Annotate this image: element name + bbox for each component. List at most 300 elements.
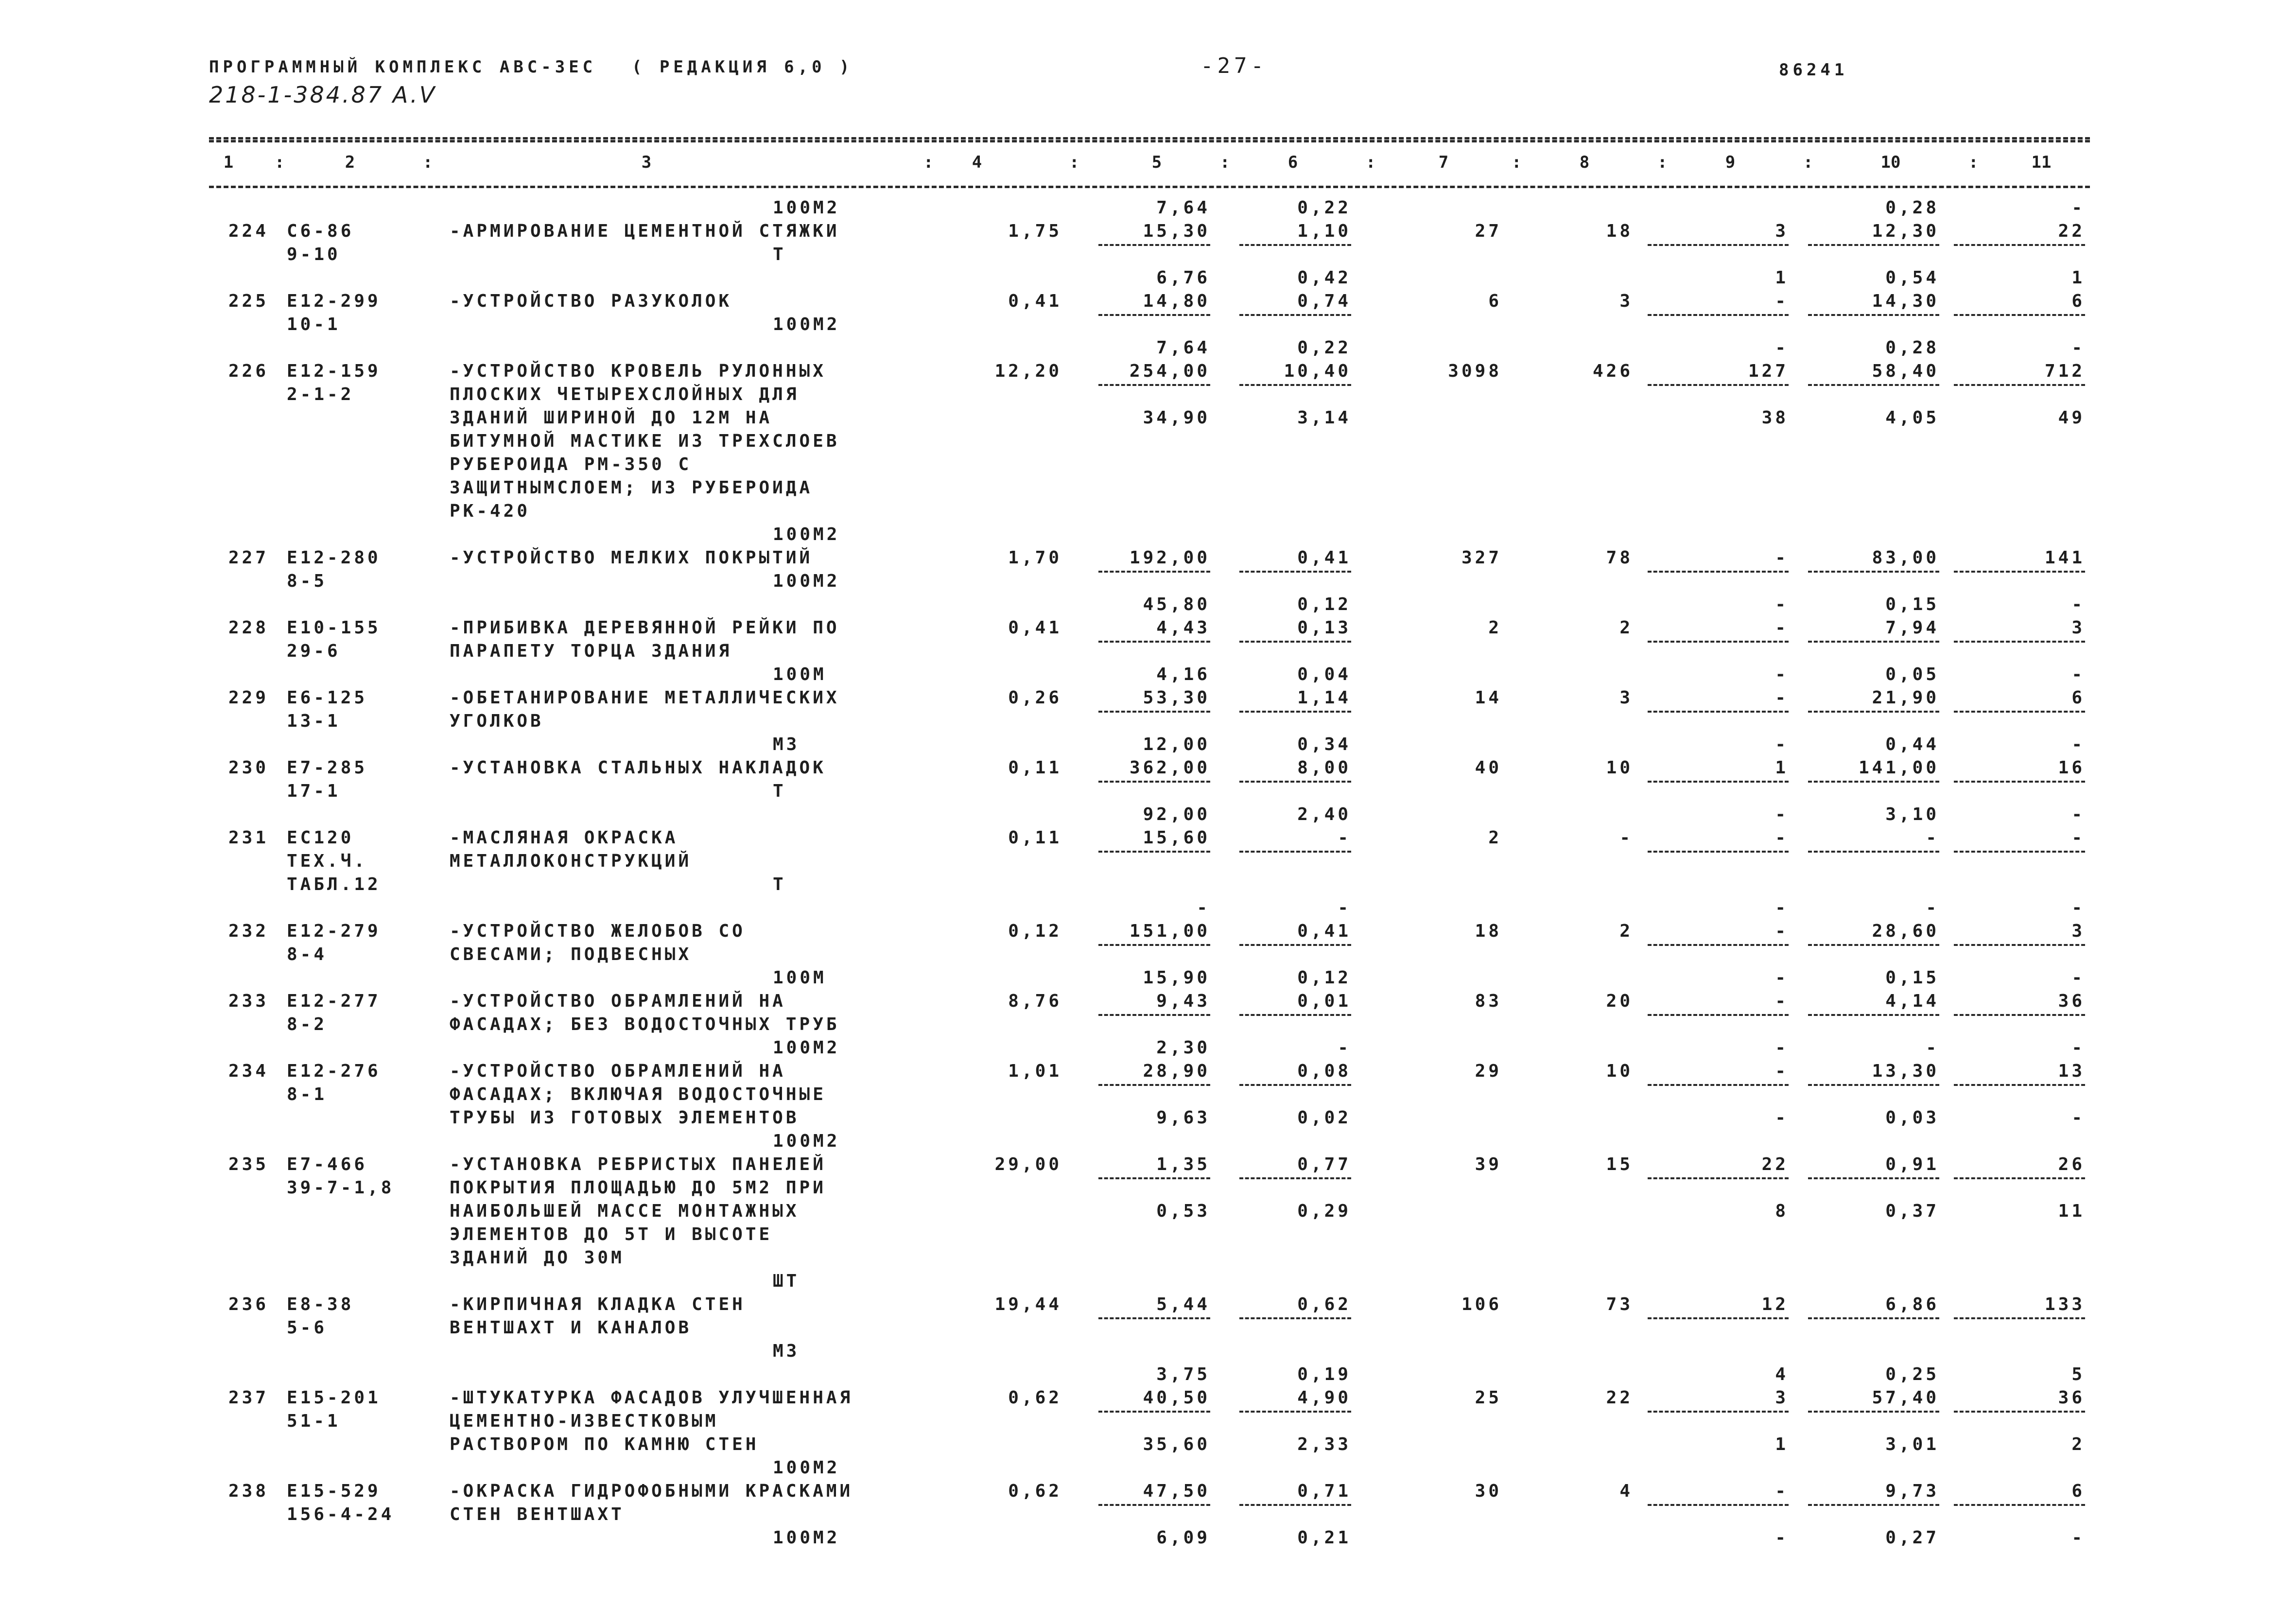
rate-code: Е12-276 xyxy=(287,1061,381,1081)
subtotal-dash-rule xyxy=(1954,314,2085,316)
work-description: ФАСАДАХ; БЕЗ ВОДОСТОЧНЫХ ТРУБ xyxy=(450,1014,840,1034)
cell-col9-per-unit: - xyxy=(1775,664,1789,684)
cell-col10-per-unit: 3,01 xyxy=(1885,1434,1939,1454)
unit-of-measure: 100М2 xyxy=(773,1131,840,1151)
cell-col7: 29 xyxy=(1475,1061,1502,1081)
cell-col7: 327 xyxy=(1461,548,1502,568)
cell-col5-per-unit: 4,16 xyxy=(1156,664,1210,684)
cell-col6-per-unit: 0,04 xyxy=(1297,664,1351,684)
cell-col8: 3 xyxy=(1619,291,1633,311)
subtotal-dash-rule xyxy=(1098,711,1210,713)
rate-code: ЕС120 xyxy=(287,828,354,848)
cell-col11: 6 xyxy=(2071,1481,2085,1501)
cell-col11-per-unit: - xyxy=(2071,1528,2085,1548)
work-description: ЭЛЕМЕНТОВ ДО 5Т И ВЫСОТЕ xyxy=(450,1224,773,1244)
column-number-7: 7 xyxy=(1438,153,1449,172)
rate-code: С6-86 xyxy=(287,221,354,241)
work-description: МЕТАЛЛОКОНСТРУКЦИЙ xyxy=(450,851,692,871)
cell-col5: 192,00 xyxy=(1129,548,1210,568)
cell-col8: 3 xyxy=(1619,688,1633,708)
cell-col5-per-unit: - xyxy=(1197,898,1210,918)
cell-col5: 5,44 xyxy=(1156,1294,1210,1314)
cell-col10-per-unit: 0,05 xyxy=(1885,664,1939,684)
subtotal-dash-rule xyxy=(1954,384,2085,386)
subtotal-dash-rule xyxy=(1239,851,1351,853)
subtotal-dash-rule xyxy=(1648,1504,1789,1506)
column-separator: : xyxy=(1512,153,1522,172)
document-code: 86241 xyxy=(1779,60,1848,80)
cell-col6: 0,77 xyxy=(1297,1154,1351,1174)
cell-col10-per-unit: 0,28 xyxy=(1885,198,1939,218)
cell-col10-per-unit: 3,10 xyxy=(1885,804,1939,824)
subtotal-dash-rule xyxy=(1239,1014,1351,1016)
subtotal-dash-rule xyxy=(1098,1014,1210,1016)
rate-code-detail: 29-6 xyxy=(287,641,341,661)
cell-col6: 8,00 xyxy=(1297,758,1351,778)
cell-col7: 6 xyxy=(1488,291,1502,311)
subtotal-dash-rule xyxy=(1954,851,2085,853)
cell-col11: - xyxy=(2071,828,2085,848)
work-description: -КИРПИЧНАЯ КЛАДКА СТЕН xyxy=(450,1294,746,1314)
cell-col8: 2 xyxy=(1619,618,1633,638)
rate-code-detail: 39-7-1,8 xyxy=(287,1178,395,1198)
cell-col6: 0,71 xyxy=(1297,1481,1351,1501)
cell-col6-per-unit: 0,21 xyxy=(1297,1528,1351,1548)
cell-col6: 0,62 xyxy=(1297,1294,1351,1314)
rate-code: Е6-125 xyxy=(287,688,368,708)
cell-col7: 27 xyxy=(1475,221,1502,241)
rate-code-detail: 9-10 xyxy=(287,245,341,264)
cell-col5-per-unit: 34,90 xyxy=(1143,408,1210,428)
subtotal-dash-rule xyxy=(1239,1317,1351,1319)
cell-col8: 4 xyxy=(1619,1481,1633,1501)
subtotal-dash-rule xyxy=(1098,1317,1210,1319)
cell-col6-per-unit: 0,34 xyxy=(1297,734,1351,754)
cell-col9-per-unit: 1 xyxy=(1775,268,1789,288)
cell-col7: 30 xyxy=(1475,1481,1502,1501)
cell-col10-per-unit: 0,27 xyxy=(1885,1528,1939,1548)
table-top-rule-2 xyxy=(209,140,2090,142)
cell-col10-per-unit: 0,37 xyxy=(1885,1201,1939,1221)
cell-col6-per-unit: 0,19 xyxy=(1297,1364,1351,1384)
work-description: ВЕНТШАХТ И КАНАЛОВ xyxy=(450,1318,692,1338)
subtotal-dash-rule xyxy=(1648,1317,1789,1319)
cell-col6-per-unit: 2,40 xyxy=(1297,804,1351,824)
work-description: ПАРАПЕТУ ТОРЦА ЗДАНИЯ xyxy=(450,641,732,661)
rate-code-detail: 2-1-2 xyxy=(287,385,354,404)
cell-col11-per-unit: - xyxy=(2071,968,2085,988)
cell-col11-per-unit: 1 xyxy=(2071,268,2085,288)
subtotal-dash-rule xyxy=(1648,384,1789,386)
cell-col11-per-unit: - xyxy=(2071,594,2085,614)
cell-col8: 22 xyxy=(1606,1388,1633,1408)
column-separator: : xyxy=(1968,153,1979,172)
work-description: РАСТВОРОМ ПО КАМНЮ СТЕН xyxy=(450,1434,759,1454)
subtotal-dash-rule xyxy=(1098,1177,1210,1179)
cell-col9: - xyxy=(1775,548,1789,568)
subtotal-dash-rule xyxy=(1648,944,1789,946)
cell-col10: 58,40 xyxy=(1872,361,1939,381)
cell-col11-per-unit: 5 xyxy=(2071,1364,2085,1384)
column-separator: : xyxy=(923,153,934,172)
subtotal-dash-rule xyxy=(1239,711,1351,713)
cell-col10: 21,90 xyxy=(1872,688,1939,708)
cell-col4-quantity: 0,41 xyxy=(1008,618,1062,638)
rate-code: Е8-38 xyxy=(287,1294,354,1314)
work-description: ЦЕМЕНТНО-ИЗВЕСТКОВЫМ xyxy=(450,1411,719,1431)
rate-code-detail: 8-4 xyxy=(287,944,328,964)
cell-col9-per-unit: - xyxy=(1775,338,1789,358)
rate-code: Е12-280 xyxy=(287,548,381,568)
table-top-rule xyxy=(209,137,2090,140)
cell-col9: 127 xyxy=(1748,361,1789,381)
column-number-1: 1 xyxy=(223,153,234,172)
work-description: -АРМИРОВАНИЕ ЦЕМЕНТНОЙ СТЯЖКИ xyxy=(450,221,840,241)
row-number: 231 xyxy=(228,828,269,848)
column-separator: : xyxy=(1366,153,1376,172)
cell-col4-quantity: 0,11 xyxy=(1008,758,1062,778)
work-description: -УСТАНОВКА РЕБРИСТЫХ ПАНЕЛЕЙ xyxy=(450,1154,826,1174)
row-number: 235 xyxy=(228,1154,269,1174)
work-description: ПОКРЫТИЯ ПЛОЩАДЬЮ ДО 5М2 ПРИ xyxy=(450,1178,826,1198)
cell-col11-per-unit: - xyxy=(2071,1108,2085,1128)
cell-col10: 14,30 xyxy=(1872,291,1939,311)
cell-col5-per-unit: 92,00 xyxy=(1143,804,1210,824)
cell-col5: 28,90 xyxy=(1143,1061,1210,1081)
cell-col6-per-unit: - xyxy=(1338,1038,1351,1058)
work-description: -УСТРОЙСТВО МЕЛКИХ ПОКРЫТИЙ xyxy=(450,548,813,568)
cell-col4-quantity: 19,44 xyxy=(994,1294,1062,1314)
cell-col4-quantity: 29,00 xyxy=(994,1154,1062,1174)
subtotal-dash-rule xyxy=(1808,1411,1939,1413)
cell-col5-per-unit: 45,80 xyxy=(1143,594,1210,614)
cell-col9: - xyxy=(1775,1061,1789,1081)
cell-col7: 2 xyxy=(1488,828,1502,848)
cell-col5-per-unit: 6,09 xyxy=(1156,1528,1210,1548)
cell-col11: 133 xyxy=(2044,1294,2085,1314)
cell-col10: 141,00 xyxy=(1858,758,1939,778)
column-number-5: 5 xyxy=(1151,153,1162,172)
unit-of-measure: Т xyxy=(773,874,786,894)
subtotal-dash-rule xyxy=(1808,244,1939,246)
cell-col7: 106 xyxy=(1461,1294,1502,1314)
cell-col10-per-unit: 0,03 xyxy=(1885,1108,1939,1128)
cell-col10: 7,94 xyxy=(1885,618,1939,638)
work-description: -УСТРОЙСТВО ОБРАМЛЕНИЙ НА xyxy=(450,991,786,1011)
subtotal-dash-rule xyxy=(1648,571,1789,573)
cell-col11: 26 xyxy=(2058,1154,2085,1174)
subtotal-dash-rule xyxy=(1954,1177,2085,1179)
column-separator: : xyxy=(1803,153,1813,172)
cell-col10: 6,86 xyxy=(1885,1294,1939,1314)
cell-col8: 10 xyxy=(1606,758,1633,778)
rate-code: Е15-529 xyxy=(287,1481,381,1501)
unit-of-measure: 100М2 xyxy=(773,198,840,218)
cell-col9: - xyxy=(1775,291,1789,311)
column-separator: : xyxy=(423,153,433,172)
cell-col8: 20 xyxy=(1606,991,1633,1011)
row-number: 238 xyxy=(228,1481,269,1501)
row-number: 226 xyxy=(228,361,269,381)
unit-of-measure: Т xyxy=(773,781,786,801)
unit-of-measure: Т xyxy=(773,245,786,264)
cell-col9: 3 xyxy=(1775,221,1789,241)
cell-col11-per-unit: - xyxy=(2071,898,2085,918)
cell-col6: - xyxy=(1338,828,1351,848)
work-description: -УСТАНОВКА СТАЛЬНЫХ НАКЛАДОК xyxy=(450,758,826,778)
subtotal-dash-rule xyxy=(1954,1014,2085,1016)
work-description: СТЕН ВЕНТШАХТ xyxy=(450,1504,625,1524)
row-number: 227 xyxy=(228,548,269,568)
cell-col11: 16 xyxy=(2058,758,2085,778)
cell-col10-per-unit: - xyxy=(1926,898,1939,918)
work-description: -ПРИБИВКА ДЕРЕВЯННОЙ РЕЙКИ ПО xyxy=(450,618,840,638)
cell-col5-per-unit: 6,76 xyxy=(1156,268,1210,288)
subtotal-dash-rule xyxy=(1808,1084,1939,1086)
cell-col9: - xyxy=(1775,991,1789,1011)
column-number-8: 8 xyxy=(1579,153,1590,172)
cell-col6-per-unit: 3,14 xyxy=(1297,408,1351,428)
cell-col9-per-unit: - xyxy=(1775,804,1789,824)
cell-col4-quantity: 0,11 xyxy=(1008,828,1062,848)
cell-col11-per-unit: 49 xyxy=(2058,408,2085,428)
edition-label: ( РЕДАКЦИЯ 6,0 ) xyxy=(632,57,853,77)
cell-col11-per-unit: 2 xyxy=(2071,1434,2085,1454)
subtotal-dash-rule xyxy=(1648,314,1789,316)
cell-col5: 4,43 xyxy=(1156,618,1210,638)
subtotal-dash-rule xyxy=(1239,384,1351,386)
cell-col11: 712 xyxy=(2044,361,2085,381)
cell-col6: 0,41 xyxy=(1297,548,1351,568)
column-number-10: 10 xyxy=(1880,153,1901,172)
rate-code-detail: 8-1 xyxy=(287,1084,328,1104)
cell-col10-per-unit: 0,15 xyxy=(1885,594,1939,614)
cell-col7: 2 xyxy=(1488,618,1502,638)
subtotal-dash-rule xyxy=(1808,851,1939,853)
cell-col5: 362,00 xyxy=(1129,758,1210,778)
column-header-rule xyxy=(209,186,2090,188)
cell-col9: 1 xyxy=(1775,758,1789,778)
work-description: УГОЛКОВ xyxy=(450,711,544,731)
column-number-2: 2 xyxy=(345,153,355,172)
cell-col5: 9,43 xyxy=(1156,991,1210,1011)
work-description: ЗДАНИЙ ШИРИНОЙ ДО 12М НА xyxy=(450,408,773,428)
cell-col11-per-unit: - xyxy=(2071,198,2085,218)
rate-code-detail: 8-2 xyxy=(287,1014,328,1034)
cell-col5: 254,00 xyxy=(1129,361,1210,381)
unit-of-measure: 100М2 xyxy=(773,315,840,334)
subtotal-dash-rule xyxy=(1239,1411,1351,1413)
unit-of-measure: 100М2 xyxy=(773,1528,840,1548)
rate-code-detail: 8-5 xyxy=(287,571,328,591)
rate-code: Е7-285 xyxy=(287,758,368,778)
subtotal-dash-rule xyxy=(1954,1317,2085,1319)
subtotal-dash-rule xyxy=(1808,944,1939,946)
subtotal-dash-rule xyxy=(1098,384,1210,386)
cell-col5: 40,50 xyxy=(1143,1388,1210,1408)
subtotal-dash-rule xyxy=(1954,571,2085,573)
subtotal-dash-rule xyxy=(1808,1317,1939,1319)
cell-col4-quantity: 1,01 xyxy=(1008,1061,1062,1081)
cell-col6-per-unit: 0,12 xyxy=(1297,594,1351,614)
column-number-11: 11 xyxy=(2031,153,2052,172)
cell-col11: 6 xyxy=(2071,688,2085,708)
rate-code-detail: 10-1 xyxy=(287,315,341,334)
cell-col9: - xyxy=(1775,921,1789,941)
rate-code-detail: 156-4-24 xyxy=(287,1504,395,1524)
cell-col4-quantity: 1,70 xyxy=(1008,548,1062,568)
subtotal-dash-rule xyxy=(1239,314,1351,316)
rate-code: Е12-159 xyxy=(287,361,381,381)
column-number-3: 3 xyxy=(641,153,652,172)
cell-col6-per-unit: 0,29 xyxy=(1297,1201,1351,1221)
cell-col5: 47,50 xyxy=(1143,1481,1210,1501)
cell-col9-per-unit: 1 xyxy=(1775,1434,1789,1454)
work-description: ТРУБЫ ИЗ ГОТОВЫХ ЭЛЕМЕНТОВ xyxy=(450,1108,800,1128)
subtotal-dash-rule xyxy=(1098,1504,1210,1506)
cell-col6: 0,41 xyxy=(1297,921,1351,941)
cell-col7: 83 xyxy=(1475,991,1502,1011)
work-description: -ОБЕТАНИРОВАНИЕ МЕТАЛЛИЧЕСКИХ xyxy=(450,688,840,708)
cell-col9: - xyxy=(1775,618,1789,638)
subtotal-dash-rule xyxy=(1648,1084,1789,1086)
cell-col5-per-unit: 15,90 xyxy=(1143,968,1210,988)
cell-col6-per-unit: 0,02 xyxy=(1297,1108,1351,1128)
cell-col8: 78 xyxy=(1606,548,1633,568)
cell-col9-per-unit: - xyxy=(1775,594,1789,614)
rate-code: Е12-299 xyxy=(287,291,381,311)
cell-col8: 73 xyxy=(1606,1294,1633,1314)
cell-col10-per-unit: 0,15 xyxy=(1885,968,1939,988)
subtotal-dash-rule xyxy=(1239,1177,1351,1179)
rate-code-detail: ТЕХ.Ч. xyxy=(287,851,368,871)
cell-col10-per-unit: 0,28 xyxy=(1885,338,1939,358)
cell-col10: - xyxy=(1926,828,1939,848)
work-description: -ОКРАСКА ГИДРОФОБНЫМИ КРАСКАМИ xyxy=(450,1481,853,1501)
subtotal-dash-rule xyxy=(1098,314,1210,316)
subtotal-dash-rule xyxy=(1808,711,1939,713)
subtotal-dash-rule xyxy=(1954,244,2085,246)
cell-col10: 9,73 xyxy=(1885,1481,1939,1501)
cell-col6: 0,01 xyxy=(1297,991,1351,1011)
cell-col5-per-unit: 3,75 xyxy=(1156,1364,1210,1384)
cell-col5: 14,80 xyxy=(1143,291,1210,311)
cell-col11: 36 xyxy=(2058,991,2085,1011)
work-description: НАИБОЛЬШЕЙ МАССЕ МОНТАЖНЫХ xyxy=(450,1201,800,1221)
work-description: ФАСАДАХ; ВКЛЮЧАЯ ВОДОСТОЧНЫЕ xyxy=(450,1084,826,1104)
cell-col4-quantity: 1,75 xyxy=(1008,221,1062,241)
cell-col9-per-unit: - xyxy=(1775,898,1789,918)
unit-of-measure: ШТ xyxy=(773,1271,800,1291)
cell-col5-per-unit: 2,30 xyxy=(1156,1038,1210,1058)
rate-code: Е12-279 xyxy=(287,921,381,941)
cell-col6-per-unit: 0,42 xyxy=(1297,268,1351,288)
subtotal-dash-rule xyxy=(1954,1084,2085,1086)
column-number-4: 4 xyxy=(972,153,982,172)
cell-col11-per-unit: - xyxy=(2071,338,2085,358)
subtotal-dash-rule xyxy=(1954,944,2085,946)
cell-col9-per-unit: - xyxy=(1775,734,1789,754)
cell-col10-per-unit: 0,44 xyxy=(1885,734,1939,754)
work-description: РУБЕРОИДА РМ-350 С xyxy=(450,454,692,474)
cell-col9-per-unit: - xyxy=(1775,968,1789,988)
rate-code: Е7-466 xyxy=(287,1154,368,1174)
column-separator: : xyxy=(1069,153,1079,172)
cell-col8: 15 xyxy=(1606,1154,1633,1174)
row-number: 229 xyxy=(228,688,269,708)
cell-col7: 18 xyxy=(1475,921,1502,941)
cell-col6: 0,13 xyxy=(1297,618,1351,638)
cell-col6: 0,08 xyxy=(1297,1061,1351,1081)
unit-of-measure: 100М2 xyxy=(773,1038,840,1058)
unit-of-measure: 100М2 xyxy=(773,524,840,544)
program-name: ПРОГРАММНЫЙ КОМПЛЕКС АВС-ЗЕС xyxy=(209,57,597,77)
subtotal-dash-rule xyxy=(1808,1504,1939,1506)
work-description: ЗАЩИТНЫМСЛОЕМ; ИЗ РУБЕРОИДА xyxy=(450,478,813,498)
row-number: 233 xyxy=(228,991,269,1011)
cell-col5: 15,30 xyxy=(1143,221,1210,241)
cell-col6: 4,90 xyxy=(1297,1388,1351,1408)
cell-col10: 12,30 xyxy=(1872,221,1939,241)
column-number-6: 6 xyxy=(1287,153,1298,172)
subtotal-dash-rule xyxy=(1098,781,1210,783)
cell-col9: 22 xyxy=(1761,1154,1789,1174)
cell-col6: 1,10 xyxy=(1297,221,1351,241)
subtotal-dash-rule xyxy=(1648,711,1789,713)
cell-col10: 4,14 xyxy=(1885,991,1939,1011)
cell-col11-per-unit: - xyxy=(2071,1038,2085,1058)
unit-of-measure: 100М2 xyxy=(773,1458,840,1478)
subtotal-dash-rule xyxy=(1954,1504,2085,1506)
rate-code: Е10-155 xyxy=(287,618,381,638)
work-description: ПЛОСКИХ ЧЕТЫРЕХСЛОЙНЫХ ДЛЯ xyxy=(450,385,800,404)
cell-col9-per-unit: 4 xyxy=(1775,1364,1789,1384)
cell-col10: 13,30 xyxy=(1872,1061,1939,1081)
cell-col5-per-unit: 7,64 xyxy=(1156,198,1210,218)
cell-col8: 2 xyxy=(1619,921,1633,941)
work-description: -УСТРОЙСТВО ОБРАМЛЕНИЙ НА xyxy=(450,1061,786,1081)
subtotal-dash-rule xyxy=(1954,781,2085,783)
unit-of-measure: 100М xyxy=(773,664,827,684)
subtotal-dash-rule xyxy=(1954,1411,2085,1413)
subtotal-dash-rule xyxy=(1808,781,1939,783)
cell-col7: 3098 xyxy=(1448,361,1502,381)
cell-col7: 40 xyxy=(1475,758,1502,778)
subtotal-dash-rule xyxy=(1808,641,1939,643)
cell-col9: 12 xyxy=(1761,1294,1789,1314)
rate-code-detail: 13-1 xyxy=(287,711,341,731)
cell-col9: - xyxy=(1775,688,1789,708)
column-separator: : xyxy=(275,153,285,172)
work-description: БИТУМНОЙ МАСТИКЕ ИЗ ТРЕХСЛОЕВ xyxy=(450,431,840,451)
cell-col4-quantity: 0,62 xyxy=(1008,1388,1062,1408)
cell-col11: 22 xyxy=(2058,221,2085,241)
unit-of-measure: М3 xyxy=(773,734,800,754)
cell-col11: 6 xyxy=(2071,291,2085,311)
work-description: -ШТУКАТУРКА ФАСАДОВ УЛУЧШЕННАЯ xyxy=(450,1388,853,1408)
work-description: РК-420 xyxy=(450,501,531,521)
cell-col7: 14 xyxy=(1475,688,1502,708)
rate-code-detail: 51-1 xyxy=(287,1411,341,1431)
cell-col9: - xyxy=(1775,828,1789,848)
column-separator: : xyxy=(1657,153,1668,172)
cell-col10: 0,91 xyxy=(1885,1154,1939,1174)
cell-col9-per-unit: 8 xyxy=(1775,1201,1789,1221)
cell-col4-quantity: 0,12 xyxy=(1008,921,1062,941)
row-number: 234 xyxy=(228,1061,269,1081)
subtotal-dash-rule xyxy=(1808,384,1939,386)
subtotal-dash-rule xyxy=(1239,781,1351,783)
